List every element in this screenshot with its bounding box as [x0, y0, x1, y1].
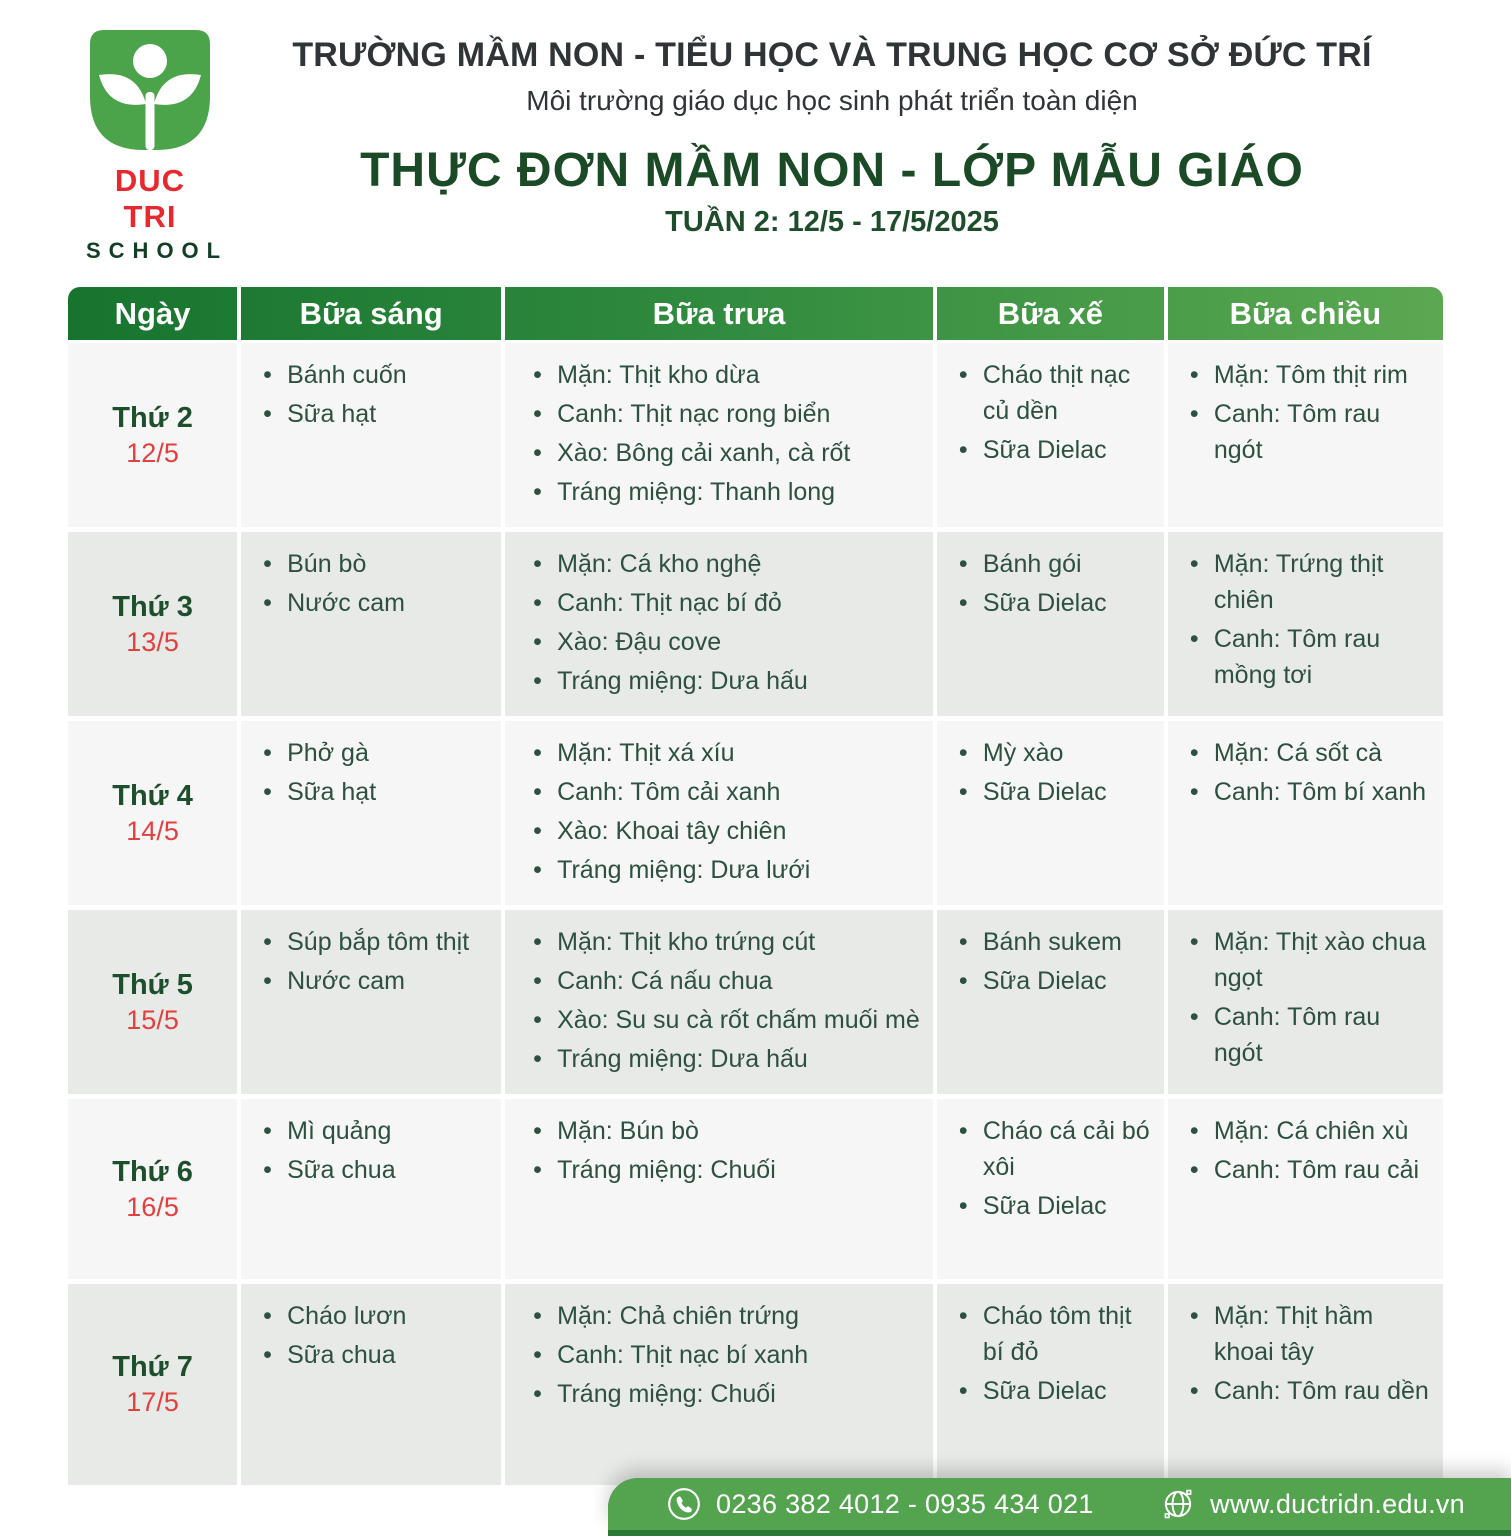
- snack-cell: [933, 343, 1164, 527]
- logo-subtitle: SCHOOL: [86, 238, 229, 263]
- snack-list: [937, 546, 1154, 621]
- snack-list: [937, 735, 1154, 810]
- breakfast-list: [241, 357, 491, 432]
- menu-item: • Phở gà: [241, 735, 491, 771]
- day-cell: [68, 1284, 237, 1485]
- menu-item: • Sữa hạt: [241, 774, 491, 810]
- menu-item: • Canh: Tôm rau cải: [1168, 1152, 1433, 1188]
- menu-item: • Mặn: Thịt kho trứng cút: [505, 924, 923, 960]
- day-cell: [68, 532, 237, 716]
- breakfast-cell: [237, 532, 501, 716]
- menu-item: • Sữa hạt: [241, 396, 491, 432]
- menu-item: • Canh: Tôm rau mồng tơi: [1168, 621, 1433, 693]
- table-row: [68, 1284, 1443, 1485]
- table-row: [68, 343, 1443, 527]
- menu-item: • Mì quảng: [241, 1113, 491, 1149]
- day-label: Thứ 4: [112, 779, 193, 812]
- breakfast-list: [241, 546, 491, 621]
- snack-cell: [933, 721, 1164, 905]
- footer-bar: [608, 1478, 1511, 1530]
- day-date: 17/5: [126, 1387, 179, 1417]
- menu-item: • Sữa chua: [241, 1152, 491, 1188]
- menu-item: • Mặn: Trứng thịt chiên: [1168, 546, 1433, 618]
- day-cell: [68, 721, 237, 905]
- menu-item: • Mặn: Thịt kho dừa: [505, 357, 923, 393]
- menu-item: • Mặn: Bún bò: [505, 1113, 923, 1149]
- afternoon-list: [1168, 1298, 1433, 1409]
- menu-item: • Canh: Tôm cải xanh: [505, 774, 923, 810]
- phone-contact: [666, 1486, 1094, 1522]
- lunch-cell: [501, 910, 933, 1094]
- menu-item: • Bánh sukem: [937, 924, 1154, 960]
- lunch-list: [505, 1298, 923, 1412]
- breakfast-cell: [237, 1284, 501, 1485]
- menu-item: • Tráng miệng: Dưa hấu: [505, 663, 923, 699]
- menu-item: • Sữa Dielac: [937, 585, 1154, 621]
- menu-item: • Sữa Dielac: [937, 432, 1154, 468]
- header: [262, 36, 1402, 239]
- menu-item: • Mặn: Thịt xào chua ngọt: [1168, 924, 1433, 996]
- breakfast-cell: [237, 1099, 501, 1279]
- day-date: 16/5: [126, 1191, 179, 1222]
- menu-item: • Sữa Dielac: [937, 963, 1154, 999]
- snack-cell: [933, 532, 1164, 716]
- day-cell: [68, 910, 237, 1094]
- day-label: Thứ 5: [112, 968, 193, 1001]
- menu-item: • Nước cam: [241, 963, 491, 999]
- menu-item: • Sữa Dielac: [937, 1188, 1154, 1224]
- menu-item: • Mặn: Cá chiên xù: [1168, 1113, 1433, 1149]
- column-header: Bữa chiều: [1164, 287, 1443, 340]
- menu-item: • Canh: Tôm rau ngót: [1168, 999, 1433, 1071]
- menu-item: • Tráng miệng: Dưa hấu: [505, 1041, 923, 1077]
- afternoon-cell: [1164, 1099, 1443, 1279]
- menu-item: • Canh: Tôm bí xanh: [1168, 774, 1433, 810]
- snack-cell: [933, 1099, 1164, 1279]
- menu-item: • Xào: Đậu cove: [505, 624, 923, 660]
- column-header: Bữa sáng: [237, 287, 501, 340]
- menu-item: • Canh: Tôm rau dền: [1168, 1373, 1433, 1409]
- menu-item: • Mặn: Cá kho nghệ: [505, 546, 923, 582]
- table-header-row: [68, 287, 1443, 340]
- day-cell: [68, 1099, 237, 1279]
- globe-icon: [1160, 1486, 1196, 1522]
- school-logo: [86, 30, 229, 264]
- column-header: Ngày: [114, 295, 191, 331]
- menu-item: • Canh: Cá nấu chua: [505, 963, 923, 999]
- afternoon-list: [1168, 1113, 1433, 1188]
- breakfast-list: [241, 1113, 491, 1188]
- logo-plant-icon: [90, 30, 210, 150]
- day-label: Thứ 7: [112, 1351, 193, 1383]
- lunch-cell: [501, 1099, 933, 1279]
- breakfast-list: [241, 924, 491, 999]
- afternoon-cell: [1164, 343, 1443, 527]
- breakfast-cell: [237, 721, 501, 905]
- menu-item: • Mặn: Chả chiên trứng: [505, 1298, 923, 1334]
- lunch-cell: [501, 1284, 933, 1485]
- table-row: [68, 532, 1443, 716]
- menu-item: • Canh: Tôm rau ngót: [1168, 396, 1433, 468]
- lunch-list: [505, 1113, 923, 1188]
- lunch-cell: [501, 532, 933, 716]
- day-label: Thứ 6: [112, 1155, 193, 1188]
- school-slogan: Môi trường giáo dục học sinh phát triển toàn diện: [526, 85, 1138, 116]
- afternoon-cell: [1164, 910, 1443, 1094]
- breakfast-cell: [237, 910, 501, 1094]
- day-date: 12/5: [126, 437, 179, 468]
- snack-list: [937, 357, 1154, 468]
- menu-item: • Sữa chua: [241, 1337, 491, 1373]
- menu-item: • Cháo tôm thịt bí đỏ: [937, 1298, 1154, 1370]
- day-date: 14/5: [126, 815, 179, 846]
- afternoon-cell: [1164, 532, 1443, 716]
- menu-item: • Sữa Dielac: [937, 1373, 1154, 1409]
- day-date: 15/5: [126, 1004, 179, 1035]
- snack-cell: [933, 910, 1164, 1094]
- day-cell: [68, 343, 237, 527]
- afternoon-list: [1168, 924, 1433, 1071]
- column-header: Bữa xế: [933, 287, 1164, 340]
- menu-item: • Tráng miệng: Chuối: [505, 1152, 923, 1188]
- afternoon-list: [1168, 735, 1433, 810]
- lunch-list: [505, 357, 923, 510]
- menu-item: • Cháo lươn: [241, 1298, 491, 1334]
- menu-table-body: [68, 343, 1443, 1485]
- lunch-list: [505, 924, 923, 1077]
- column-header: Bữa trưa: [501, 287, 933, 340]
- afternoon-list: [1168, 357, 1433, 468]
- table-row: [68, 1099, 1443, 1279]
- week-subtitle: TUẦN 2: 12/5 - 17/5/2025: [665, 206, 999, 238]
- lunch-list: [505, 546, 923, 699]
- day-label: Thứ 2: [112, 401, 193, 434]
- menu-item: • Bún bò: [241, 546, 491, 582]
- afternoon-list: [1168, 546, 1433, 693]
- snack-cell: [933, 1284, 1164, 1485]
- snack-list: [937, 1298, 1154, 1409]
- menu-item: • Súp bắp tôm thịt: [241, 924, 491, 960]
- menu-table: [68, 287, 1443, 1490]
- afternoon-cell: [1164, 1284, 1443, 1485]
- menu-item: • Cháo thịt nạc củ dền: [937, 357, 1154, 429]
- breakfast-list: [241, 735, 491, 810]
- menu-item: • Canh: Thịt nạc rong biển: [505, 396, 923, 432]
- menu-item: • Mặn: Thịt hầm khoai tây: [1168, 1298, 1433, 1370]
- snack-list: [937, 1113, 1154, 1224]
- lunch-cell: [501, 343, 933, 527]
- school-name: TRƯỜNG MẦM NON - TIỂU HỌC VÀ TRUNG HỌC CƠ SỞ ĐỨC TRÍ: [292, 36, 1372, 74]
- website-contact: [1160, 1486, 1465, 1522]
- table-row: [68, 910, 1443, 1094]
- menu-item: • Xào: Khoai tây chiên: [505, 813, 923, 849]
- menu-item: • Bánh gói: [937, 546, 1154, 582]
- menu-item: • Bánh cuốn: [241, 357, 491, 393]
- menu-item: • Tráng miệng: Dưa lưới: [505, 852, 923, 888]
- lunch-list: [505, 735, 923, 888]
- menu-item: • Tráng miệng: Chuối: [505, 1376, 923, 1412]
- menu-item: • Canh: Thịt nạc bí xanh: [505, 1337, 923, 1373]
- phone-numbers: 0236 382 4012 - 0935 434 021: [716, 1488, 1094, 1519]
- menu-item: • Canh: Thịt nạc bí đỏ: [505, 585, 923, 621]
- menu-item: • Xào: Bông cải xanh, cà rốt: [505, 435, 923, 471]
- day-date: 13/5: [126, 626, 179, 657]
- menu-item: • Mặn: Thịt xá xíu: [505, 735, 923, 771]
- logo-name: DUC TRI: [114, 163, 186, 234]
- menu-item: • Mặn: Cá sốt cà: [1168, 735, 1433, 771]
- phone-icon: [666, 1486, 702, 1522]
- menu-item: • Mỳ xào: [937, 735, 1154, 771]
- menu-item: • Sữa Dielac: [937, 774, 1154, 810]
- afternoon-cell: [1164, 721, 1443, 905]
- table-row: [68, 721, 1443, 905]
- menu-item: • Mặn: Tôm thịt rim: [1168, 357, 1433, 393]
- menu-item: • Nước cam: [241, 585, 491, 621]
- breakfast-cell: [237, 343, 501, 527]
- breakfast-list: [241, 1298, 491, 1373]
- lunch-cell: [501, 721, 933, 905]
- snack-list: [937, 924, 1154, 999]
- website-url: www.ductridn.edu.vn: [1210, 1488, 1465, 1519]
- menu-item: • Xào: Su su cà rốt chấm muối mè: [505, 1002, 923, 1038]
- day-label: Thứ 3: [112, 590, 193, 623]
- page-title: THỰC ĐƠN MẦM NON - LỚP MẪU GIÁO: [360, 144, 1304, 197]
- menu-item: • Tráng miệng: Thanh long: [505, 474, 923, 510]
- menu-item: • Cháo cá cải bó xôi: [937, 1113, 1154, 1185]
